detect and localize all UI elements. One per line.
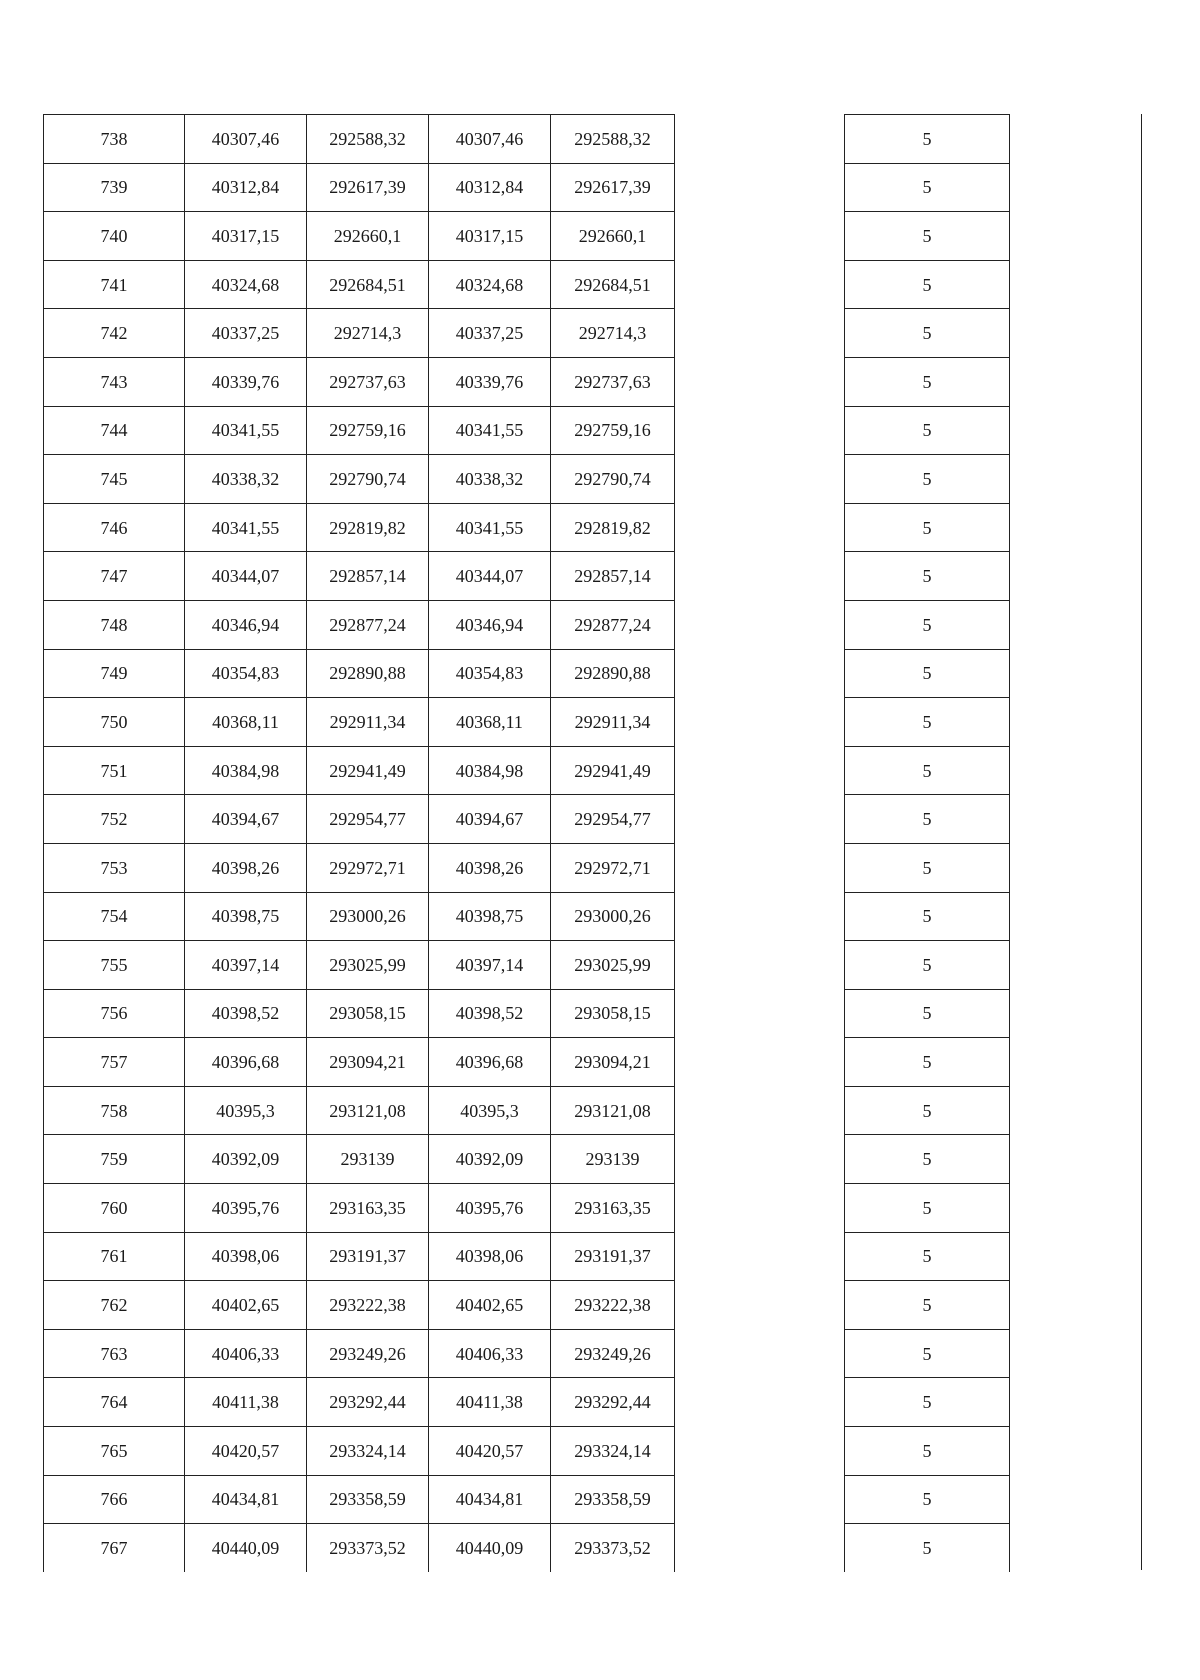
y-new-cell: 293094,21 <box>551 1038 675 1087</box>
table-row <box>44 795 675 844</box>
point-number-cell: 756 <box>44 989 185 1038</box>
table-row <box>44 843 675 892</box>
value-cell: 5 <box>845 115 1010 164</box>
table-row <box>44 1086 675 1135</box>
table-row <box>845 260 1010 309</box>
table-row <box>845 1329 1010 1378</box>
table-row <box>44 1184 675 1233</box>
y-new-cell: 293139 <box>551 1135 675 1184</box>
point-number-cell: 752 <box>44 795 185 844</box>
point-number-cell: 746 <box>44 503 185 552</box>
y-new-cell: 292684,51 <box>551 260 675 309</box>
table-row <box>845 1524 1010 1572</box>
y-old-cell: 293249,26 <box>307 1329 429 1378</box>
y-new-cell: 293358,59 <box>551 1475 675 1524</box>
x-new-cell: 40341,55 <box>429 503 551 552</box>
point-number-cell: 761 <box>44 1232 185 1281</box>
x-new-cell: 40395,3 <box>429 1086 551 1135</box>
y-new-cell: 292759,16 <box>551 406 675 455</box>
y-new-cell: 292857,14 <box>551 552 675 601</box>
y-old-cell: 292972,71 <box>307 843 429 892</box>
x-old-cell: 40384,98 <box>185 746 307 795</box>
value-cell: 5 <box>845 1475 1010 1524</box>
x-old-cell: 40398,26 <box>185 843 307 892</box>
table-row <box>44 698 675 747</box>
y-old-cell: 292877,24 <box>307 600 429 649</box>
y-old-cell: 293139 <box>307 1135 429 1184</box>
table-row <box>44 552 675 601</box>
y-old-cell: 293191,37 <box>307 1232 429 1281</box>
point-number-cell: 765 <box>44 1427 185 1476</box>
y-new-cell: 293324,14 <box>551 1427 675 1476</box>
value-cell: 5 <box>845 600 1010 649</box>
y-old-cell: 293292,44 <box>307 1378 429 1427</box>
x-new-cell: 40411,38 <box>429 1378 551 1427</box>
table-row <box>44 1281 675 1330</box>
x-old-cell: 40398,75 <box>185 892 307 941</box>
table-row <box>44 503 675 552</box>
x-new-cell: 40398,52 <box>429 989 551 1038</box>
y-new-cell: 292911,34 <box>551 698 675 747</box>
x-new-cell: 40396,68 <box>429 1038 551 1087</box>
x-new-cell: 40398,06 <box>429 1232 551 1281</box>
x-new-cell: 40324,68 <box>429 260 551 309</box>
table-row <box>845 455 1010 504</box>
x-old-cell: 40346,94 <box>185 600 307 649</box>
point-number-cell: 758 <box>44 1086 185 1135</box>
x-old-cell: 40337,25 <box>185 309 307 358</box>
x-old-cell: 40341,55 <box>185 406 307 455</box>
y-old-cell: 292759,16 <box>307 406 429 455</box>
point-number-cell: 766 <box>44 1475 185 1524</box>
x-new-cell: 40394,67 <box>429 795 551 844</box>
point-number-cell: 755 <box>44 941 185 990</box>
table-row <box>845 309 1010 358</box>
coordinates-table-body <box>44 115 675 1572</box>
x-new-cell: 40354,83 <box>429 649 551 698</box>
point-number-cell: 749 <box>44 649 185 698</box>
table-row <box>44 600 675 649</box>
table-row <box>845 406 1010 455</box>
x-new-cell: 40384,98 <box>429 746 551 795</box>
table-row <box>845 1184 1010 1233</box>
table-row <box>44 406 675 455</box>
x-new-cell: 40317,15 <box>429 212 551 261</box>
x-new-cell: 40312,84 <box>429 163 551 212</box>
point-number-cell: 738 <box>44 115 185 164</box>
right-border-line <box>1141 114 1142 1570</box>
y-old-cell: 293025,99 <box>307 941 429 990</box>
value-cell: 5 <box>845 212 1010 261</box>
table-row <box>845 1232 1010 1281</box>
x-new-cell: 40392,09 <box>429 1135 551 1184</box>
point-number-cell: 744 <box>44 406 185 455</box>
x-new-cell: 40398,26 <box>429 843 551 892</box>
y-old-cell: 293000,26 <box>307 892 429 941</box>
x-old-cell: 40339,76 <box>185 357 307 406</box>
x-old-cell: 40398,52 <box>185 989 307 1038</box>
y-new-cell: 293025,99 <box>551 941 675 990</box>
x-old-cell: 40420,57 <box>185 1427 307 1476</box>
x-new-cell: 40402,65 <box>429 1281 551 1330</box>
x-new-cell: 40307,46 <box>429 115 551 164</box>
x-new-cell: 40368,11 <box>429 698 551 747</box>
value-cell: 5 <box>845 1086 1010 1135</box>
value-cell: 5 <box>845 503 1010 552</box>
value-cell: 5 <box>845 1232 1010 1281</box>
table-row <box>44 649 675 698</box>
value-cell: 5 <box>845 698 1010 747</box>
y-new-cell: 293000,26 <box>551 892 675 941</box>
point-number-cell: 740 <box>44 212 185 261</box>
point-number-cell: 762 <box>44 1281 185 1330</box>
value-column-table <box>844 114 1010 1572</box>
x-old-cell: 40341,55 <box>185 503 307 552</box>
x-new-cell: 40434,81 <box>429 1475 551 1524</box>
y-new-cell: 292972,71 <box>551 843 675 892</box>
table-row <box>845 1427 1010 1476</box>
y-new-cell: 292737,63 <box>551 357 675 406</box>
point-number-cell: 767 <box>44 1524 185 1572</box>
x-new-cell: 40337,25 <box>429 309 551 358</box>
x-new-cell: 40344,07 <box>429 552 551 601</box>
y-new-cell: 292819,82 <box>551 503 675 552</box>
table-row <box>845 1038 1010 1087</box>
point-number-cell: 757 <box>44 1038 185 1087</box>
y-new-cell: 292954,77 <box>551 795 675 844</box>
x-old-cell: 40324,68 <box>185 260 307 309</box>
table-row <box>845 1475 1010 1524</box>
x-old-cell: 40338,32 <box>185 455 307 504</box>
x-old-cell: 40406,33 <box>185 1329 307 1378</box>
table-row <box>845 552 1010 601</box>
y-old-cell: 292890,88 <box>307 649 429 698</box>
table-row <box>845 941 1010 990</box>
x-old-cell: 40354,83 <box>185 649 307 698</box>
x-old-cell: 40440,09 <box>185 1524 307 1572</box>
value-cell: 5 <box>845 455 1010 504</box>
value-cell: 5 <box>845 941 1010 990</box>
x-old-cell: 40395,3 <box>185 1086 307 1135</box>
y-old-cell: 293324,14 <box>307 1427 429 1476</box>
table-row <box>44 163 675 212</box>
x-old-cell: 40396,68 <box>185 1038 307 1087</box>
x-old-cell: 40398,06 <box>185 1232 307 1281</box>
table-row <box>845 357 1010 406</box>
table-row <box>845 746 1010 795</box>
x-new-cell: 40420,57 <box>429 1427 551 1476</box>
table-row <box>44 212 675 261</box>
y-old-cell: 292911,34 <box>307 698 429 747</box>
table-row <box>44 455 675 504</box>
table-row <box>44 309 675 358</box>
value-cell: 5 <box>845 649 1010 698</box>
y-new-cell: 292890,88 <box>551 649 675 698</box>
x-new-cell: 40341,55 <box>429 406 551 455</box>
point-number-cell: 750 <box>44 698 185 747</box>
x-old-cell: 40392,09 <box>185 1135 307 1184</box>
table-row <box>44 1427 675 1476</box>
table-row <box>845 892 1010 941</box>
table-row <box>44 892 675 941</box>
table-row <box>845 1378 1010 1427</box>
y-new-cell: 293163,35 <box>551 1184 675 1233</box>
y-old-cell: 292819,82 <box>307 503 429 552</box>
x-new-cell: 40398,75 <box>429 892 551 941</box>
table-row <box>44 260 675 309</box>
point-number-cell: 763 <box>44 1329 185 1378</box>
value-cell: 5 <box>845 1281 1010 1330</box>
table-row <box>845 795 1010 844</box>
x-old-cell: 40397,14 <box>185 941 307 990</box>
table-row <box>44 357 675 406</box>
table-row <box>44 1378 675 1427</box>
y-old-cell: 292941,49 <box>307 746 429 795</box>
table-row <box>845 1281 1010 1330</box>
y-new-cell: 292660,1 <box>551 212 675 261</box>
point-number-cell: 760 <box>44 1184 185 1233</box>
table-row <box>845 843 1010 892</box>
x-old-cell: 40434,81 <box>185 1475 307 1524</box>
y-new-cell: 293191,37 <box>551 1232 675 1281</box>
value-cell: 5 <box>845 1329 1010 1378</box>
point-number-cell: 739 <box>44 163 185 212</box>
point-number-cell: 753 <box>44 843 185 892</box>
y-old-cell: 292737,63 <box>307 357 429 406</box>
table-row <box>44 1038 675 1087</box>
y-old-cell: 293358,59 <box>307 1475 429 1524</box>
table-row <box>845 115 1010 164</box>
table-row <box>44 115 675 164</box>
coordinates-table <box>43 114 675 1572</box>
x-new-cell: 40397,14 <box>429 941 551 990</box>
y-new-cell: 293058,15 <box>551 989 675 1038</box>
value-cell: 5 <box>845 1378 1010 1427</box>
y-old-cell: 293121,08 <box>307 1086 429 1135</box>
y-new-cell: 292714,3 <box>551 309 675 358</box>
y-new-cell: 293249,26 <box>551 1329 675 1378</box>
value-cell: 5 <box>845 1038 1010 1087</box>
y-old-cell: 292790,74 <box>307 455 429 504</box>
y-new-cell: 292877,24 <box>551 600 675 649</box>
y-old-cell: 292660,1 <box>307 212 429 261</box>
value-cell: 5 <box>845 1427 1010 1476</box>
y-old-cell: 292588,32 <box>307 115 429 164</box>
x-old-cell: 40312,84 <box>185 163 307 212</box>
x-new-cell: 40406,33 <box>429 1329 551 1378</box>
point-number-cell: 745 <box>44 455 185 504</box>
point-number-cell: 754 <box>44 892 185 941</box>
y-new-cell: 293222,38 <box>551 1281 675 1330</box>
point-number-cell: 742 <box>44 309 185 358</box>
table-row <box>845 1135 1010 1184</box>
point-number-cell: 759 <box>44 1135 185 1184</box>
value-cell: 5 <box>845 795 1010 844</box>
y-old-cell: 293163,35 <box>307 1184 429 1233</box>
x-old-cell: 40411,38 <box>185 1378 307 1427</box>
y-old-cell: 292857,14 <box>307 552 429 601</box>
x-new-cell: 40346,94 <box>429 600 551 649</box>
y-new-cell: 293292,44 <box>551 1378 675 1427</box>
table-row <box>845 163 1010 212</box>
value-cell: 5 <box>845 163 1010 212</box>
point-number-cell: 764 <box>44 1378 185 1427</box>
y-old-cell: 292954,77 <box>307 795 429 844</box>
table-row <box>44 1475 675 1524</box>
table-row <box>44 1524 675 1572</box>
x-old-cell: 40317,15 <box>185 212 307 261</box>
value-cell: 5 <box>845 1524 1010 1572</box>
value-column-body <box>845 115 1010 1572</box>
table-row <box>845 600 1010 649</box>
value-cell: 5 <box>845 1184 1010 1233</box>
point-number-cell: 741 <box>44 260 185 309</box>
table-row <box>44 941 675 990</box>
point-number-cell: 748 <box>44 600 185 649</box>
table-row <box>44 746 675 795</box>
value-cell: 5 <box>845 552 1010 601</box>
x-old-cell: 40344,07 <box>185 552 307 601</box>
x-new-cell: 40338,32 <box>429 455 551 504</box>
value-cell: 5 <box>845 406 1010 455</box>
y-new-cell: 293373,52 <box>551 1524 675 1572</box>
value-cell: 5 <box>845 357 1010 406</box>
table-row <box>845 649 1010 698</box>
y-new-cell: 293121,08 <box>551 1086 675 1135</box>
y-new-cell: 292588,32 <box>551 115 675 164</box>
x-old-cell: 40394,67 <box>185 795 307 844</box>
x-new-cell: 40339,76 <box>429 357 551 406</box>
value-cell: 5 <box>845 260 1010 309</box>
x-old-cell: 40368,11 <box>185 698 307 747</box>
y-new-cell: 292790,74 <box>551 455 675 504</box>
value-cell: 5 <box>845 892 1010 941</box>
table-row <box>845 503 1010 552</box>
y-old-cell: 293373,52 <box>307 1524 429 1572</box>
table-row <box>44 1232 675 1281</box>
value-cell: 5 <box>845 746 1010 795</box>
y-old-cell: 292684,51 <box>307 260 429 309</box>
y-new-cell: 292617,39 <box>551 163 675 212</box>
y-old-cell: 293222,38 <box>307 1281 429 1330</box>
point-number-cell: 751 <box>44 746 185 795</box>
value-cell: 5 <box>845 989 1010 1038</box>
table-row <box>44 1329 675 1378</box>
y-old-cell: 292617,39 <box>307 163 429 212</box>
x-old-cell: 40395,76 <box>185 1184 307 1233</box>
x-new-cell: 40395,76 <box>429 1184 551 1233</box>
value-cell: 5 <box>845 1135 1010 1184</box>
table-row <box>845 698 1010 747</box>
table-row <box>44 1135 675 1184</box>
x-new-cell: 40440,09 <box>429 1524 551 1572</box>
y-old-cell: 292714,3 <box>307 309 429 358</box>
x-old-cell: 40402,65 <box>185 1281 307 1330</box>
y-old-cell: 293094,21 <box>307 1038 429 1087</box>
table-row <box>845 989 1010 1038</box>
value-cell: 5 <box>845 309 1010 358</box>
table-row <box>44 989 675 1038</box>
y-new-cell: 292941,49 <box>551 746 675 795</box>
x-old-cell: 40307,46 <box>185 115 307 164</box>
point-number-cell: 747 <box>44 552 185 601</box>
table-row <box>845 1086 1010 1135</box>
value-cell: 5 <box>845 843 1010 892</box>
table-row <box>845 212 1010 261</box>
y-old-cell: 293058,15 <box>307 989 429 1038</box>
point-number-cell: 743 <box>44 357 185 406</box>
